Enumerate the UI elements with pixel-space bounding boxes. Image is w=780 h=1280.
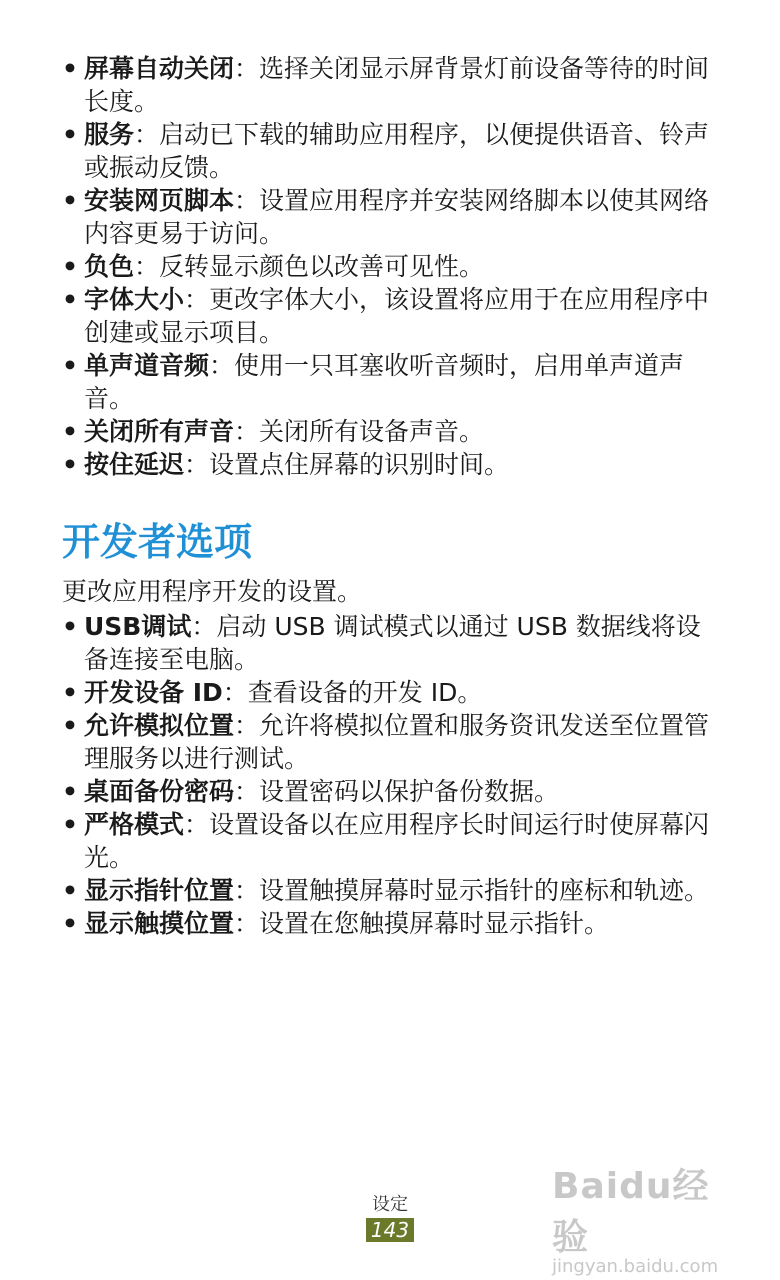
bullet: • bbox=[62, 909, 78, 938]
item-term: USB调试 bbox=[84, 612, 192, 641]
item-term: 按住延迟 bbox=[84, 450, 185, 479]
list-item bbox=[62, 118, 712, 184]
list-item bbox=[62, 676, 712, 709]
item-term: 单声道音频 bbox=[84, 351, 210, 380]
item-desc: ：设置点住屏幕的识别时间。 bbox=[184, 450, 510, 479]
list-item bbox=[62, 415, 712, 448]
item-term: 安装网页脚本 bbox=[84, 186, 235, 215]
item-desc: ：关闭所有设备声音。 bbox=[234, 417, 485, 446]
bullet: • bbox=[62, 810, 78, 839]
bullet: • bbox=[62, 54, 78, 83]
bullet: • bbox=[62, 711, 78, 740]
settings-list-developer bbox=[62, 610, 712, 940]
list-item bbox=[62, 610, 712, 676]
item-term: 桌面备份密码 bbox=[84, 777, 235, 806]
list-item bbox=[62, 709, 712, 775]
item-desc: ：启动 USB 调试模式以通过 USB 数据线将设备连接至电脑。 bbox=[84, 612, 701, 674]
list-item bbox=[62, 874, 712, 907]
item-desc: ：设置应用程序并安装网络脚本以使其网络内容更易于访问。 bbox=[84, 186, 710, 248]
item-desc: ：启动已下载的辅助应用程序，以便提供语音、铃声或振动反馈。 bbox=[84, 120, 710, 182]
watermark-url: jingyan.baidu.com bbox=[552, 1256, 719, 1277]
bullet: • bbox=[62, 252, 78, 281]
item-term: 服务 bbox=[84, 120, 135, 149]
page-content bbox=[62, 52, 712, 940]
item-term: 屏幕自动关闭 bbox=[84, 54, 235, 83]
settings-list-accessibility bbox=[62, 52, 712, 481]
item-term: 显示触摸位置 bbox=[84, 909, 235, 938]
bullet: • bbox=[62, 612, 78, 641]
item-desc: ：设置密码以保护备份数据。 bbox=[234, 777, 560, 806]
section-intro: 更改应用程序开发的设置。 bbox=[62, 577, 363, 606]
baidu-watermark bbox=[552, 1158, 732, 1277]
item-desc: ：允许将模拟位置和服务资讯发送至位置管理服务以进行测试。 bbox=[84, 711, 710, 773]
item-desc: ：查看设备的开发 ID。 bbox=[222, 678, 483, 707]
bullet: • bbox=[62, 417, 78, 446]
item-term: 关闭所有声音 bbox=[84, 417, 235, 446]
item-desc: ：选择关闭显示屏背景灯前设备等待的时间长度。 bbox=[84, 54, 710, 116]
page-number: 143 bbox=[366, 1218, 414, 1242]
bullet: • bbox=[62, 678, 78, 707]
item-desc: ：设置在您触摸屏幕时显示指针。 bbox=[234, 909, 610, 938]
bullet: • bbox=[62, 120, 78, 149]
item-desc: ：设置触摸屏幕时显示指针的座标和轨迹。 bbox=[234, 876, 710, 905]
bullet: • bbox=[62, 351, 78, 380]
bullet: • bbox=[62, 876, 78, 905]
bullet: • bbox=[62, 777, 78, 806]
item-term: 开发设备 ID bbox=[84, 678, 223, 707]
item-term: 字体大小 bbox=[84, 285, 185, 314]
item-term: 负色 bbox=[84, 252, 135, 281]
list-item bbox=[62, 283, 712, 349]
list-item bbox=[62, 808, 712, 874]
bullet: • bbox=[62, 450, 78, 479]
bullet: • bbox=[62, 186, 78, 215]
item-desc: ：使用一只耳塞收听音频时，启用单声道声音。 bbox=[84, 351, 685, 413]
item-term: 允许模拟位置 bbox=[84, 711, 235, 740]
footer-section-name: 设定 bbox=[372, 1194, 408, 1215]
list-item bbox=[62, 184, 712, 250]
list-item bbox=[62, 250, 712, 283]
list-item bbox=[62, 775, 712, 808]
item-desc: ：反转显示颜色以改善可见性。 bbox=[134, 252, 485, 281]
watermark-logo: Baidu经验 bbox=[552, 1166, 710, 1258]
item-term: 严格模式 bbox=[84, 810, 185, 839]
list-item bbox=[62, 349, 712, 415]
list-item bbox=[62, 52, 712, 118]
item-desc: ：更改字体大小，该设置将应用于在应用程序中创建或显示项目。 bbox=[84, 285, 710, 347]
list-item bbox=[62, 448, 712, 481]
bullet: • bbox=[62, 285, 78, 314]
list-item bbox=[62, 907, 712, 940]
item-desc: ：设置设备以在应用程序长时间运行时使屏幕闪光。 bbox=[84, 810, 710, 872]
section-title: 开发者选项 bbox=[62, 520, 253, 564]
item-term: 显示指针位置 bbox=[84, 876, 235, 905]
